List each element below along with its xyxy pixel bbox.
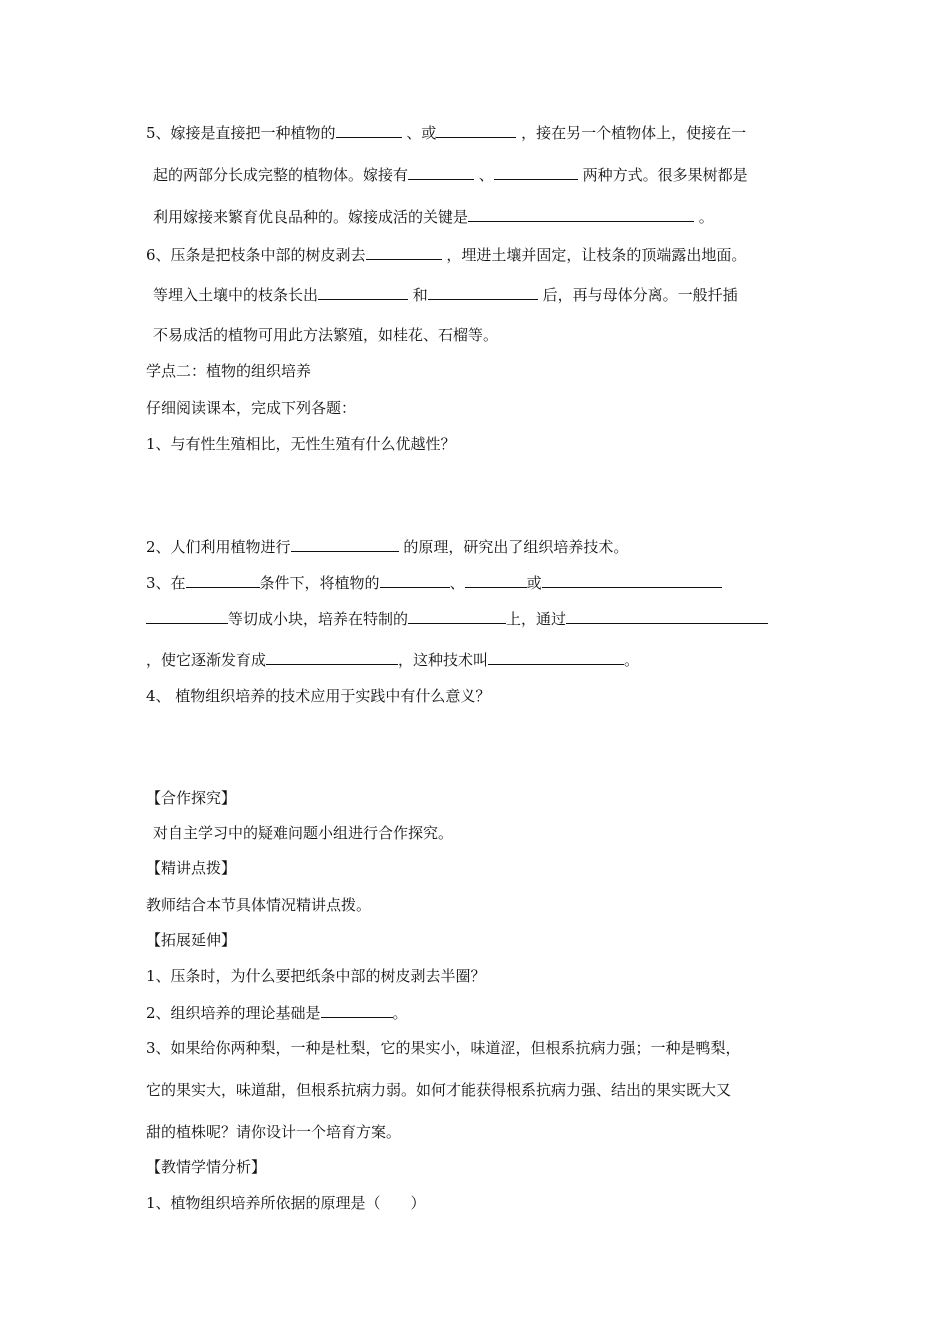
q5-line-1 [146, 122, 746, 143]
fill-blank[interactable] [408, 608, 506, 624]
fill-blank[interactable] [428, 284, 538, 300]
section-2-q3-line-3 [146, 649, 639, 670]
fill-blank[interactable] [336, 122, 402, 138]
extend-q3-line-2: 它的果实大，味道甜，但根系抗病力弱。如何才能获得根系抗病力强、结出的果实既大又 [146, 1081, 732, 1099]
q5-text: 、或 [406, 124, 437, 142]
q3-text: ，这种技术叫 [398, 651, 489, 669]
q3-text: ，使它逐渐发育成 [146, 651, 267, 669]
analysis-title: 【教情学情分析】 [146, 1158, 267, 1176]
fill-blank[interactable] [494, 164, 578, 180]
coop-title: 【合作探究】 [146, 789, 237, 807]
extend-q3-line-3: 甜的植株呢？请你设计一个培育方案。 [146, 1123, 402, 1141]
q2-text: 2、人们利用植物进行 [146, 538, 291, 556]
q2-text: 。 [392, 1004, 408, 1022]
q3-text: 或 [526, 574, 542, 592]
q5-text: 起的两部分长成完整的植物体。嫁接有 [153, 166, 409, 184]
q3-text: 等切成小块，培养在特制的 [228, 610, 409, 628]
fill-blank[interactable] [566, 608, 768, 624]
lecture-title: 【精讲点拨】 [146, 859, 237, 877]
q6-text: ，埋进土壤并固定，让枝条的顶端露出地面。 [446, 246, 747, 264]
q6-text: 6、压条是把枝条中部的树皮剥去 [146, 246, 366, 264]
q5-text: 两种方式。很多果树都是 [582, 166, 748, 184]
fill-blank[interactable] [366, 244, 442, 260]
q3-text: 。 [624, 651, 640, 669]
extend-title: 【拓展延伸】 [146, 931, 237, 949]
fill-blank[interactable] [465, 572, 527, 588]
fill-blank[interactable] [468, 206, 694, 222]
q6-text: 不易成活的植物可用此方法繁殖，如桂花、石榴等。 [153, 326, 499, 344]
q6-text: 等埋入土壤中的枝条长出 [153, 286, 319, 304]
section-2-q2 [146, 536, 628, 557]
fill-blank[interactable] [318, 284, 408, 300]
q5-line-3 [153, 206, 714, 227]
q2-text: 2、组织培养的理论基础是 [146, 1004, 321, 1022]
fill-blank[interactable] [266, 649, 398, 665]
section-2-title: 学点二：植物的组织培养 [146, 362, 312, 380]
q3-text: 、 [449, 574, 465, 592]
extend-q3-line-1: 3、如果给你两种梨，一种是杜梨，它的果实小，味道涩，但根系抗病力强；一种是鸭梨， [146, 1039, 741, 1057]
fill-blank[interactable] [380, 572, 450, 588]
q5-text: 利用嫁接来繁育优良品种的。嫁接成活的关键是 [153, 208, 469, 226]
q6-text: 和 [412, 286, 428, 304]
q3-text: 条件下，将植物的 [259, 574, 380, 592]
q2-text: 的原理，研究出了组织培养技术。 [403, 538, 629, 556]
analysis-q1: 1、植物组织培养所依据的原理是（ ） [146, 1194, 426, 1212]
q6-text: 后，再与母体分离。一般扦插 [542, 286, 738, 304]
q5-text: 5、嫁接是直接把一种植物的 [146, 124, 336, 142]
q6-line-2 [153, 284, 738, 305]
fill-blank[interactable] [542, 572, 722, 588]
q6-line-3 [153, 325, 498, 345]
coop-text: 对自主学习中的疑难问题小组进行合作探究。 [153, 824, 454, 842]
extend-q1: 1、压条时，为什么要把纸条中部的树皮剥去半圈？ [146, 967, 486, 985]
extend-q2 [146, 1002, 408, 1023]
fill-blank[interactable] [488, 649, 624, 665]
q3-text: 上，通过 [506, 610, 567, 628]
q5-text: ，接在另一个植物体上，使接在一 [521, 124, 747, 142]
section-2-intro: 仔细阅读课本，完成下列各题： [146, 399, 357, 417]
q5-line-2 [153, 164, 748, 185]
q5-text: 、 [478, 166, 494, 184]
fill-blank[interactable] [291, 536, 399, 552]
section-2-q3-line-2 [146, 608, 768, 629]
fill-blank[interactable] [146, 608, 228, 624]
section-2-q4: 4、 植物组织培养的技术应用于实践中有什么意义？ [146, 687, 491, 705]
section-2-q3-line-1 [146, 572, 722, 593]
q3-text: 3、在 [146, 574, 186, 592]
section-2-q1: 1、与有性生殖相比，无性生殖有什么优越性？ [146, 435, 456, 453]
lecture-text: 教师结合本节具体情况精讲点拨。 [146, 896, 372, 914]
fill-blank[interactable] [186, 572, 260, 588]
fill-blank[interactable] [408, 164, 474, 180]
q6-line-1 [146, 244, 746, 265]
fill-blank[interactable] [436, 122, 516, 138]
q5-text: 。 [698, 208, 714, 226]
fill-blank[interactable] [321, 1002, 393, 1018]
